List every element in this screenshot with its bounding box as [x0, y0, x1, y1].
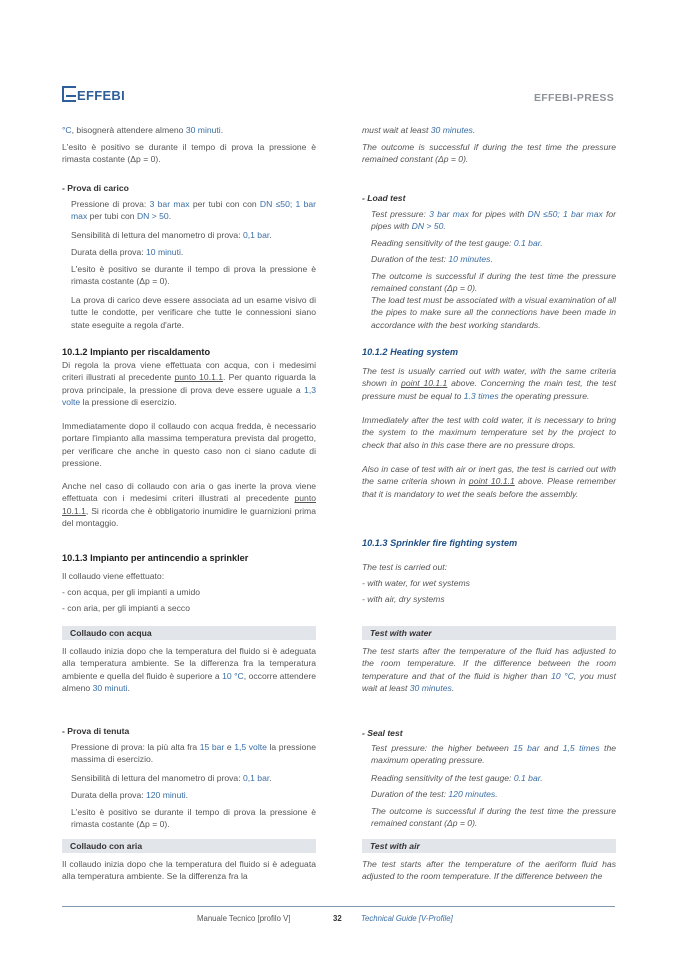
text: Anche nel caso di collaudo con aria o gas inerte la prova viene effettuata con i medesimi criteri illustrati al precedente [62, 481, 316, 504]
text: e [224, 742, 235, 752]
indented-paragraph [71, 789, 316, 801]
text: Sensibilità di lettura del manometro di prova: [71, 773, 243, 783]
text: Durata della prova: [71, 247, 146, 257]
highlighted-value: 30 minutes [409, 683, 452, 694]
text: la pressione di esercizio. [80, 397, 177, 408]
text: . [540, 238, 543, 248]
highlighted-value: DN > 50 [411, 221, 444, 232]
text: the operating pressure. [498, 390, 590, 401]
section-heading [62, 552, 316, 564]
text: Test pressure: [371, 209, 430, 219]
highlighted-value: 0.1 bar [513, 238, 541, 248]
text: - con acqua, per gli impianti a umido [62, 587, 201, 597]
indented-paragraph [371, 237, 616, 249]
highlighted-value: 0,1 bar [242, 230, 270, 240]
paragraph [62, 359, 316, 409]
text: - Seal test [362, 728, 403, 738]
text: - with water, for wet systems [362, 578, 470, 588]
text: . [127, 683, 130, 694]
paragraph [362, 141, 616, 166]
indented-paragraph [71, 263, 316, 288]
section-bar [62, 839, 316, 853]
text: The test starts after the temperature of the aeriform fluid has adjusted to the room temperature. If the difference between the [362, 859, 616, 882]
section-bar [62, 626, 316, 640]
section-bar [362, 839, 616, 853]
text: . [168, 211, 172, 222]
text: La prova di carico deve essere associata ad un esame visivo di tutte le condotte, per verificare che tutte le connessioni siano state eseguite a regola d'arte. [71, 295, 316, 330]
text: Reading sensitivity of the test gauge: [371, 238, 514, 248]
text: Il collaudo inizia dopo che la temperatura del fluido si è adeguata alla temperatura ambiente. Se la differenza fra la [62, 859, 316, 882]
text: for pipes with [468, 209, 528, 219]
text: 10.1.3 Sprinkler fire fighting system [362, 538, 518, 548]
highlighted-value: 15 bar [199, 742, 225, 752]
text: Durata della prova: [71, 790, 146, 800]
text: Il collaudo inizia dopo che la temperatura del fluido si è adeguata alla temperatura ambiente. Se la differenza fra la temperatura ambiente e quella del fluido è superiore a [62, 646, 316, 681]
text: 10.1.2 Heating system [362, 347, 459, 357]
text: - Prova di carico [62, 183, 129, 193]
effebi-logo [62, 86, 125, 102]
highlighted-value: DN ≤50; 1 bar max [527, 209, 603, 219]
paragraph [362, 124, 616, 136]
paragraph [62, 858, 316, 883]
footer-divider [62, 906, 615, 907]
text: , occorre attendere almeno [62, 670, 316, 694]
text: . [443, 221, 446, 232]
paragraph [62, 141, 316, 166]
text: Immediately after the test with cold water, it is necessary to bring the system to the maximum temperature set by the project to check that also in this case there are no pressure drops. [362, 415, 616, 450]
text: . [269, 773, 272, 783]
paragraph [362, 463, 616, 500]
text: , you must wait at least [362, 670, 616, 694]
highlighted-value: 1,3 volte [62, 384, 316, 408]
logo-text: EFFEBI [77, 88, 126, 103]
text: . [451, 683, 455, 694]
text: Also in case of test with air or inert gas, the test is carried out with the same criteria shown in [362, 464, 616, 487]
text: Il collaudo viene effettuato: [62, 571, 165, 581]
text: The test starts after the temperature of the fluid has adjusted to the room temperature. If the difference between the room temperature and that of the fluid is higher than [362, 646, 616, 681]
indented-paragraph [371, 742, 616, 767]
text: The test is carried out: [362, 562, 448, 572]
paragraph [62, 570, 316, 582]
highlighted-value: 0.1 bar [513, 773, 541, 783]
text: Immediatamente dopo il collaudo con acqua fredda, è necessario portare l'impianto alla massima temperatura prevista dal progetto, per verificare che anche in questo caso non ci siano cadute di pressione. [62, 421, 316, 469]
text: 10.1.3 Impianto per antincendio a sprinkler [62, 553, 249, 563]
text: - con aria, per gli impianti a secco [62, 603, 191, 613]
paragraph [62, 420, 316, 470]
text: la pressione massima di esercizio. [71, 742, 316, 765]
indented-paragraph [371, 805, 616, 830]
indented-paragraph [371, 772, 616, 784]
text: - Load test [362, 193, 406, 203]
text: per tubi con [87, 211, 137, 222]
logo-mark-icon [62, 86, 76, 102]
highlighted-value: 1,5 times [562, 743, 600, 753]
highlighted-value: 1,5 volte [234, 742, 267, 752]
highlighted-value: 10 °C [551, 670, 574, 681]
page-number: 32 [333, 914, 342, 923]
section-heading [362, 537, 616, 549]
highlighted-value: 3 bar max [149, 199, 190, 209]
text: . [540, 773, 543, 783]
indented-paragraph [71, 198, 316, 223]
cross-reference-link[interactable]: point 10.1.1 [468, 476, 515, 487]
highlighted-value: °C [62, 125, 72, 135]
indented-paragraph [371, 253, 616, 265]
text: Pressione di prova: la più alta fra [71, 742, 200, 752]
highlighted-value: 1.3 times [463, 390, 499, 401]
text: for pipes with [371, 209, 616, 232]
text: . [220, 125, 224, 135]
indented-paragraph [371, 270, 616, 295]
highlighted-value: 30 minuti [185, 125, 221, 135]
highlighted-value: 10 °C [222, 670, 244, 681]
text: The test is usually carried out with water, with the same criteria shown in [362, 366, 616, 389]
indented-paragraph [371, 788, 616, 800]
text: Duration of the test: [371, 789, 449, 799]
paragraph [362, 858, 616, 883]
text: Test pressure: the higher between [371, 743, 514, 753]
text: . [490, 254, 493, 264]
highlighted-value: 120 minutes [448, 789, 496, 799]
highlighted-value: 10 minutes [448, 254, 491, 264]
text: above. Please remember that it is mandatory to wet the seals before the assembly. [362, 476, 616, 499]
indented-paragraph [71, 741, 316, 766]
text: L'esito è positivo se durante il tempo di prova la pressione è rimasta costante (Δp = 0). [71, 264, 316, 287]
paragraph [362, 577, 616, 589]
indented-paragraph [71, 806, 316, 831]
subheading [62, 725, 316, 737]
highlighted-value: DN > 50 [136, 211, 169, 222]
text: Test with air [370, 841, 420, 851]
text: . [269, 230, 272, 240]
text: The outcome is successful if during the test time the pressure remained constant (Δp = 0). [371, 806, 616, 829]
highlighted-value: 30 minuti [92, 683, 128, 694]
text: . [495, 789, 498, 799]
indented-paragraph [71, 772, 316, 784]
text: The outcome is successful if during the test time the pressure remained constant (Δp = 0). [362, 142, 616, 165]
paragraph [362, 414, 616, 451]
paragraph [362, 365, 616, 402]
section-bar [362, 626, 616, 640]
highlighted-value: 0,1 bar [242, 773, 270, 783]
text: per tubi con con [189, 199, 260, 209]
text: and [539, 743, 563, 753]
paragraph [362, 561, 616, 573]
cross-reference-link[interactable]: punto 10.1.1 [62, 493, 316, 516]
paragraph [62, 586, 316, 598]
highlighted-value: 30 minutes [430, 125, 473, 135]
text: , Si ricorda che è obbligatorio inumidire le guarnizioni prima del montaggio. [62, 505, 316, 529]
text: The load test must be associated with a visual examination of all the pipes to make sure all the connections have been made in accordance with the best working standards. [371, 295, 616, 330]
text: Test with water [370, 628, 432, 638]
subheading [362, 192, 616, 204]
subheading [362, 727, 616, 739]
text: Reading sensitivity of the test gauge: [371, 773, 514, 783]
footer-english-title: Technical Guide [V-Profile] [361, 914, 453, 923]
text: The outcome is successful if during the test time the pressure remained constant (Δp = 0). [371, 271, 616, 294]
text: Di regola la prova viene effettuata con acqua, con i medesimi criteri illustrati al precedente [62, 360, 316, 383]
paragraph [362, 645, 616, 695]
text: - with air, dry systems [362, 594, 445, 604]
text: the maximum operating pressure. [371, 743, 617, 766]
text: Collaudo con acqua [70, 628, 152, 638]
text: , bisognerà attendere almeno [71, 125, 186, 135]
highlighted-value: 10 minuti [146, 247, 181, 257]
text: . [185, 790, 189, 800]
cross-reference-link[interactable]: punto 10.1.1 [174, 372, 224, 383]
section-heading [62, 346, 316, 358]
paragraph [62, 480, 316, 530]
footer-italian-title: Manuale Tecnico [profilo V] [197, 914, 291, 923]
text: . [472, 125, 476, 135]
product-brand: EFFEBI-PRESS [533, 92, 614, 104]
cross-reference-link[interactable]: point 10.1.1 [401, 378, 448, 389]
paragraph [62, 602, 316, 614]
highlighted-value: DN ≤50; 1 bar max [71, 199, 316, 222]
text: must wait at least [362, 125, 431, 135]
text: 10.1.2 Impianto per riscaldamento [62, 347, 211, 357]
text: Pressione di prova: [71, 199, 150, 209]
highlighted-value: 15 bar [513, 743, 540, 753]
paragraph [62, 645, 316, 695]
text: L'esito è positivo se durante il tempo di prova la pressione è rimasta costante (Δp = 0). [62, 142, 316, 165]
section-heading [362, 346, 616, 358]
text: Sensibilità di lettura del manometro di prova: [71, 230, 243, 240]
paragraph [362, 593, 616, 605]
text: - Prova di tenuta [62, 726, 130, 736]
text: Collaudo con aria [70, 841, 143, 851]
indented-paragraph [371, 294, 616, 331]
indented-paragraph [71, 229, 316, 241]
text: above. Concerning the main test, the test pressure must be equal to [362, 378, 617, 401]
highlighted-value: 120 minuti [146, 790, 186, 800]
text: . Per quanto riguarda la prova principale, la pressione di prova deve essere uguale a [62, 372, 316, 395]
text: . [180, 247, 184, 257]
indented-paragraph [71, 246, 316, 258]
highlighted-value: 3 bar max [429, 209, 469, 219]
subheading [62, 182, 316, 194]
indented-paragraph [71, 294, 316, 331]
indented-paragraph [371, 208, 616, 233]
text: Duration of the test: [371, 254, 449, 264]
paragraph [62, 124, 316, 136]
text: L'esito è positivo se durante il tempo di prova la pressione è rimasta costante (Δp = 0). [71, 807, 316, 830]
